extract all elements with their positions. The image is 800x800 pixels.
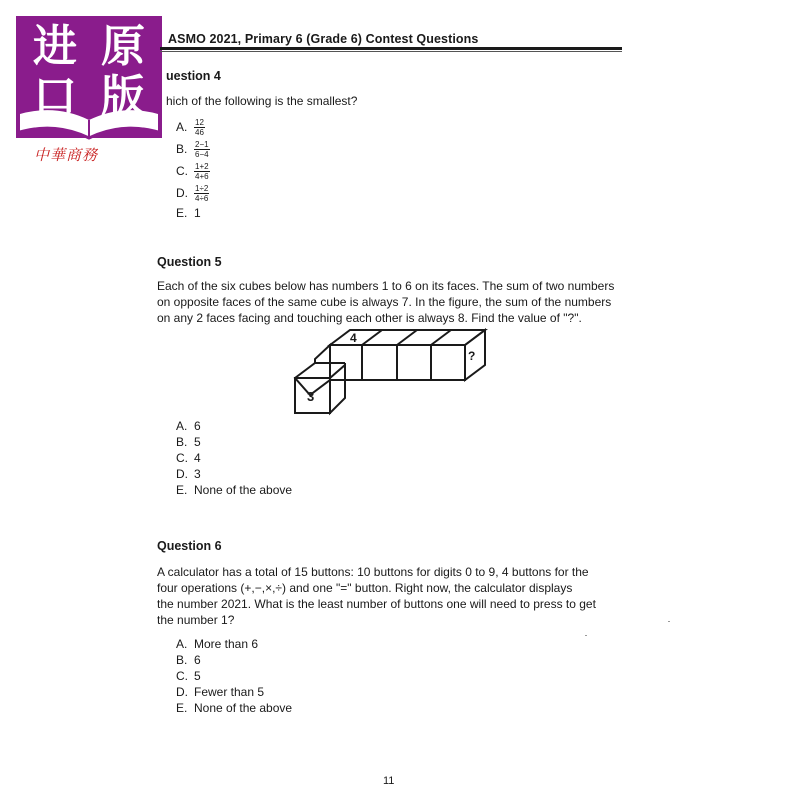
header-rule [160,47,622,50]
option-letter: A. [176,637,188,651]
option-letter: D. [176,685,188,699]
option-value: 5 [194,669,201,683]
option-letter: A. [176,419,188,433]
page-number: 11 [383,775,395,787]
option-c [176,450,292,466]
publisher-badge [16,16,162,164]
option-value: 4 [194,451,201,465]
option-value: 6 [194,419,201,433]
option-value: 1 [194,206,201,220]
option-letter: B. [176,653,188,667]
numerator: 12 [195,117,204,127]
option-value: Fewer than 5 [194,685,265,699]
numerator: 1÷2 [195,183,209,193]
option-e [176,700,292,716]
option-letter: D. [176,467,188,481]
denominator: 6−4 [195,149,209,159]
front-cube-side [330,365,345,413]
question-5-heading: Question 5 [157,255,222,269]
option-d [176,684,292,700]
fraction [194,162,210,181]
numerator: 2−1 [195,139,209,149]
option-d [176,466,292,482]
question-6-text [157,564,596,628]
text-line: on any 2 faces facing and touching each other is always 8. Find the value of "?". [157,311,582,325]
scan-speck [668,621,670,622]
denominator: 46 [195,127,204,137]
option-letter: C. [176,451,188,465]
question-5-options [176,418,292,498]
scan-speck [585,635,587,636]
option-b [176,138,210,160]
option-value: More than 6 [194,637,259,651]
text-line: the number 2021. What is the least number of buttons one will need to press to get [157,597,596,611]
option-b [176,652,292,668]
option-c [176,160,210,182]
option-value: None of the above [194,483,293,497]
cube-top-divider [362,330,382,345]
option-a [176,418,292,434]
badge-char-3: 口 [33,71,77,122]
fraction [194,184,209,203]
text-line: Each of the six cubes below has numbers 1 to 6 on its faces. The sum of two numbers [157,279,615,293]
option-c [176,668,292,684]
text-line: four operations (+,−,×,÷) and one "=" button. Right now, the calculator displays [157,581,573,595]
option-b [176,434,292,450]
numerator: 1+2 [195,161,209,171]
option-value: 6 [194,653,201,667]
option-e [176,482,292,498]
option-value: 3 [194,467,201,481]
option-letter: E. [176,701,188,715]
option-d [176,182,210,204]
front-cube-link [315,345,330,363]
text-line: the number 1? [157,613,235,627]
option-letter: A. [176,120,188,134]
question-4-options [176,116,210,221]
cube-top-divider [397,330,417,345]
header-rule-thin [160,51,622,52]
option-letter: C. [176,669,188,683]
document-title: ASMO 2021, Primary 6 (Grade 6) Contest Questions [168,32,479,46]
cube-figure [285,325,500,420]
cube-label-front: 3 [307,389,315,404]
badge-char-4: 版 [101,71,145,122]
cube-label-top: 4 [350,331,357,345]
badge-char-1: 进 [33,21,77,72]
question-6-options [176,636,292,716]
denominator: 4÷6 [195,193,209,203]
option-e [176,205,210,221]
cube-label-right: ? [468,349,476,363]
text-line: on opposite faces of the same cube is always 7. In the figure, the sum of the numbers [157,295,612,309]
option-value: 5 [194,435,201,449]
option-letter: E. [176,206,188,220]
badge-caption: 中華商務 [34,146,99,164]
fraction [194,140,210,159]
option-letter: B. [176,435,188,449]
question-6-heading: Question 6 [157,539,222,553]
option-letter: E. [176,483,188,497]
question-5-text [157,278,614,326]
option-letter: D. [176,186,188,200]
option-a [176,116,210,138]
text-line: A calculator has a total of 15 buttons: 10 buttons for digits 0 to 9, 4 buttons for the [157,565,589,579]
option-letter: B. [176,142,188,156]
cube-top-divider [431,330,451,345]
fraction [194,118,205,137]
option-letter: C. [176,164,188,178]
option-value: None of the above [194,701,293,715]
question-4-text: hich of the following is the smallest? [166,94,358,108]
denominator: 4+6 [195,171,209,181]
option-a [176,636,292,652]
badge-char-2: 原 [101,21,145,72]
question-4-heading: uestion 4 [166,69,221,83]
